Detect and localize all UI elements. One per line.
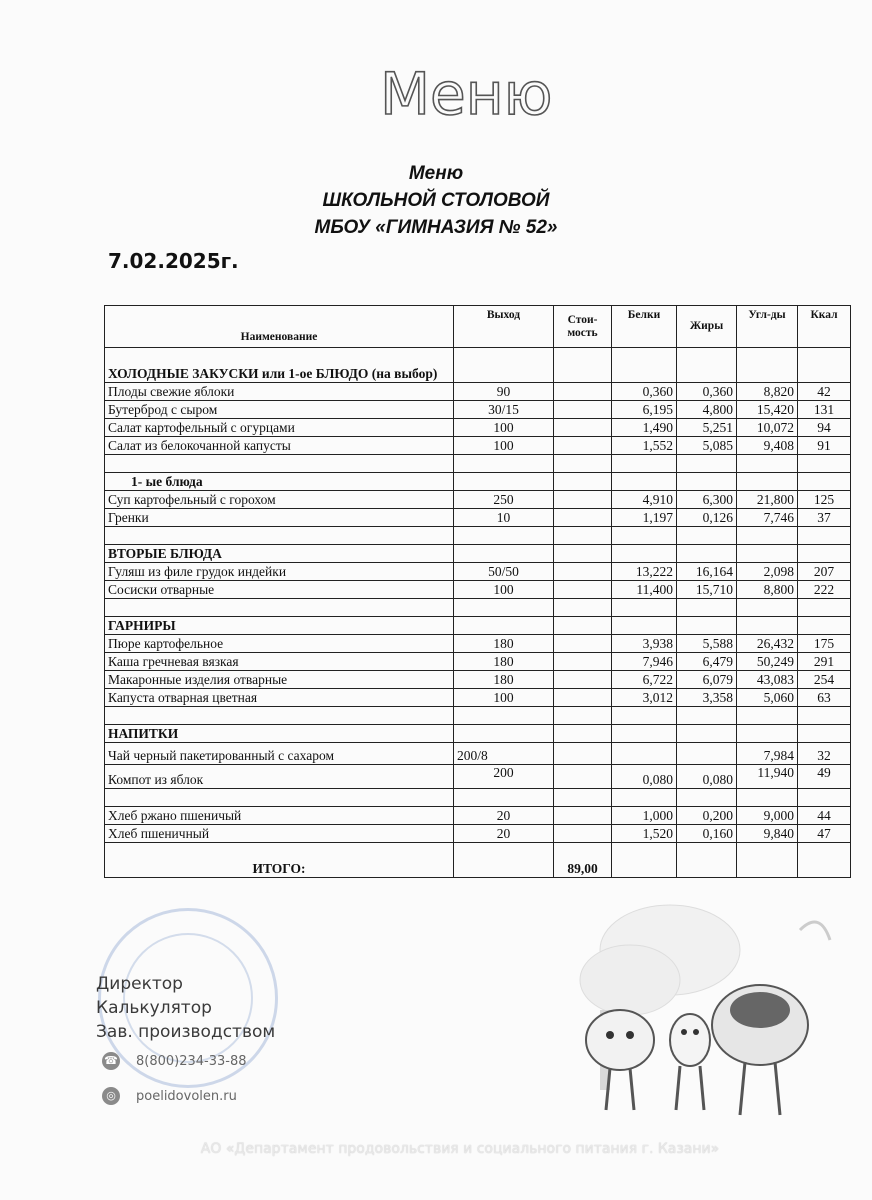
dish-protein: 1,000	[612, 807, 677, 825]
dish-protein: 4,910	[612, 491, 677, 509]
table-row	[105, 671, 851, 689]
handwritten-title	[372, 52, 553, 132]
dish-fat: 0,080	[677, 765, 737, 789]
dish-kcal: 175	[798, 635, 851, 653]
section-row-second	[105, 545, 851, 563]
dish-name: Пюре картофельное	[105, 635, 454, 653]
dish-kcal: 32	[798, 743, 851, 765]
dish-carbs: 43,083	[737, 671, 798, 689]
table-row	[105, 653, 851, 671]
title-line-3: МБОУ «ГИМНАЗИЯ № 52»	[314, 217, 558, 238]
dish-protein: 1,490	[612, 419, 677, 437]
dish-name: Бутерброд с сыром	[105, 401, 454, 419]
dish-fat: 0,160	[677, 825, 737, 843]
menu-date: 7.02.2025г.	[108, 249, 239, 273]
dish-protein	[612, 743, 677, 765]
dish-output: 250	[454, 491, 554, 509]
dish-carbs: 8,800	[737, 581, 798, 599]
dish-fat: 6,479	[677, 653, 737, 671]
dish-fat: 5,251	[677, 419, 737, 437]
contact-website	[102, 1087, 237, 1105]
dish-carbs: 11,940	[737, 765, 798, 789]
dish-fat: 0,360	[677, 383, 737, 401]
dish-name: Салат картофельный с огурцами	[105, 419, 454, 437]
total-label: ИТОГО:	[105, 843, 454, 878]
dish-protein: 1,520	[612, 825, 677, 843]
dish-output: 50/50	[454, 563, 554, 581]
table-row	[105, 743, 851, 765]
total-cost: 89,00	[554, 843, 612, 878]
footer-roles	[96, 972, 275, 1044]
dish-kcal: 125	[798, 491, 851, 509]
header-carbs: Угл-ды	[737, 306, 798, 348]
title-line-1: Меню	[408, 163, 464, 184]
dish-protein: 1,552	[612, 437, 677, 455]
dish-protein: 7,946	[612, 653, 677, 671]
dish-output: 100	[454, 419, 554, 437]
bottom-banner: АО «Департамент продовольствия и социального питания г. Казани»	[200, 1141, 720, 1157]
dish-name: Салат из белокочанной капусты	[105, 437, 454, 455]
dish-output: 20	[454, 825, 554, 843]
dish-kcal: 207	[798, 563, 851, 581]
dish-kcal: 131	[798, 401, 851, 419]
dish-fat: 0,200	[677, 807, 737, 825]
dish-output: 20	[454, 807, 554, 825]
dish-carbs: 9,408	[737, 437, 798, 455]
dish-output: 100	[454, 437, 554, 455]
dish-fat: 5,588	[677, 635, 737, 653]
contact-phone	[102, 1052, 247, 1070]
blank-row	[105, 455, 851, 473]
dish-protein: 0,080	[612, 765, 677, 789]
dish-kcal: 94	[798, 419, 851, 437]
dish-name: Макаронные изделия отварные	[105, 671, 454, 689]
section-row-cold	[105, 348, 851, 383]
dish-output: 100	[454, 581, 554, 599]
blank-row	[105, 599, 851, 617]
dish-carbs: 7,746	[737, 509, 798, 527]
dish-name: Чай черный пакетированный с сахаром	[105, 743, 454, 765]
dish-fat: 6,079	[677, 671, 737, 689]
table-row	[105, 807, 851, 825]
dish-carbs: 15,420	[737, 401, 798, 419]
dish-kcal: 47	[798, 825, 851, 843]
dish-carbs: 26,432	[737, 635, 798, 653]
section-row-drinks	[105, 725, 851, 743]
blank-row	[105, 707, 851, 725]
dish-protein: 3,938	[612, 635, 677, 653]
handwritten-title-text: Меню	[380, 60, 553, 128]
dish-fat: 3,358	[677, 689, 737, 707]
dish-output: 90	[454, 383, 554, 401]
dish-output: 180	[454, 671, 554, 689]
section-row-garnish	[105, 617, 851, 635]
mascot-illustration	[560, 890, 870, 1140]
table-row	[105, 563, 851, 581]
dish-carbs: 8,820	[737, 383, 798, 401]
dish-protein: 13,222	[612, 563, 677, 581]
dish-carbs: 9,840	[737, 825, 798, 843]
dish-carbs: 7,984	[737, 743, 798, 765]
dish-kcal: 44	[798, 807, 851, 825]
section-garnish-label: ГАРНИРЫ	[105, 617, 454, 635]
dish-kcal: 222	[798, 581, 851, 599]
blank-row	[105, 527, 851, 545]
dish-name: Компот из яблок	[105, 765, 454, 789]
dish-name: Хлеб пшеничный	[105, 825, 454, 843]
dish-kcal: 291	[798, 653, 851, 671]
total-row	[105, 843, 851, 878]
table-row	[105, 437, 851, 455]
table-row	[105, 419, 851, 437]
dish-name: Каша гречневая вязкая	[105, 653, 454, 671]
dish-carbs: 2,098	[737, 563, 798, 581]
dish-kcal: 91	[798, 437, 851, 455]
dish-fat: 6,300	[677, 491, 737, 509]
dish-carbs: 9,000	[737, 807, 798, 825]
dish-name: Гренки	[105, 509, 454, 527]
dish-fat: 0,126	[677, 509, 737, 527]
section-row-first	[105, 473, 851, 491]
header-output: Выход	[454, 306, 554, 348]
role-director: Директор	[96, 974, 183, 994]
header-name: Наименование	[105, 306, 454, 348]
dish-protein: 6,722	[612, 671, 677, 689]
title-block	[0, 160, 872, 241]
table-row	[105, 825, 851, 843]
dish-output: 10	[454, 509, 554, 527]
header-protein: Белки	[612, 306, 677, 348]
dish-output: 200/8	[454, 743, 554, 765]
dish-kcal: 49	[798, 765, 851, 789]
table-row	[105, 491, 851, 509]
dish-fat: 4,800	[677, 401, 737, 419]
dish-fat: 5,085	[677, 437, 737, 455]
dish-name: Плоды свежие яблоки	[105, 383, 454, 401]
dish-carbs: 50,249	[737, 653, 798, 671]
dish-output: 200	[454, 765, 554, 789]
table-row	[105, 383, 851, 401]
dish-name: Сосиски отварные	[105, 581, 454, 599]
title-line-2: ШКОЛЬНОЙ СТОЛОВОЙ	[322, 190, 550, 211]
dish-output: 30/15	[454, 401, 554, 419]
dish-name: Гуляш из филе грудок индейки	[105, 563, 454, 581]
header-kcal: Ккал	[798, 306, 851, 348]
phone-number: 8(800)234-33-88	[136, 1053, 247, 1069]
table-row	[105, 689, 851, 707]
dish-output: 180	[454, 653, 554, 671]
header-fat: Жиры	[677, 306, 737, 348]
dish-kcal: 63	[798, 689, 851, 707]
dish-name: Хлеб ржано пшеничый	[105, 807, 454, 825]
menu-table	[104, 305, 851, 878]
website-link[interactable]: poelidovolen.ru	[136, 1088, 237, 1104]
dish-carbs: 5,060	[737, 689, 798, 707]
section-first-label: 1- ые блюда	[105, 473, 454, 491]
section-drinks-label: НАПИТКИ	[105, 725, 454, 743]
table-row	[105, 635, 851, 653]
dish-output: 100	[454, 689, 554, 707]
dish-protein: 6,195	[612, 401, 677, 419]
table-header-row	[105, 306, 851, 348]
table-row	[105, 401, 851, 419]
dish-protein: 11,400	[612, 581, 677, 599]
dish-name: Суп картофельный с горохом	[105, 491, 454, 509]
dish-protein: 1,197	[612, 509, 677, 527]
dish-protein: 0,360	[612, 383, 677, 401]
blank-row	[105, 789, 851, 807]
dish-kcal: 37	[798, 509, 851, 527]
table-row	[105, 581, 851, 599]
section-cold-label: ХОЛОДНЫЕ ЗАКУСКИ или 1-ое БЛЮДО (на выбор)	[105, 348, 454, 383]
table-row	[105, 509, 851, 527]
dish-kcal: 254	[798, 671, 851, 689]
role-calculator: Калькулятор	[96, 998, 212, 1018]
dish-name: Капуста отварная цветная	[105, 689, 454, 707]
globe-icon: ◎	[102, 1087, 120, 1105]
dish-output: 180	[454, 635, 554, 653]
header-cost: Стои-мость	[554, 306, 612, 348]
phone-icon: ☎	[102, 1052, 120, 1070]
table-row	[105, 765, 851, 789]
section-second-label: ВТОРЫЕ БЛЮДА	[105, 545, 454, 563]
dish-carbs: 10,072	[737, 419, 798, 437]
dish-carbs: 21,800	[737, 491, 798, 509]
role-production: Зав. производством	[96, 1022, 276, 1042]
dish-fat: 15,710	[677, 581, 737, 599]
dish-fat	[677, 743, 737, 765]
dish-fat: 16,164	[677, 563, 737, 581]
dish-kcal: 42	[798, 383, 851, 401]
dish-protein: 3,012	[612, 689, 677, 707]
